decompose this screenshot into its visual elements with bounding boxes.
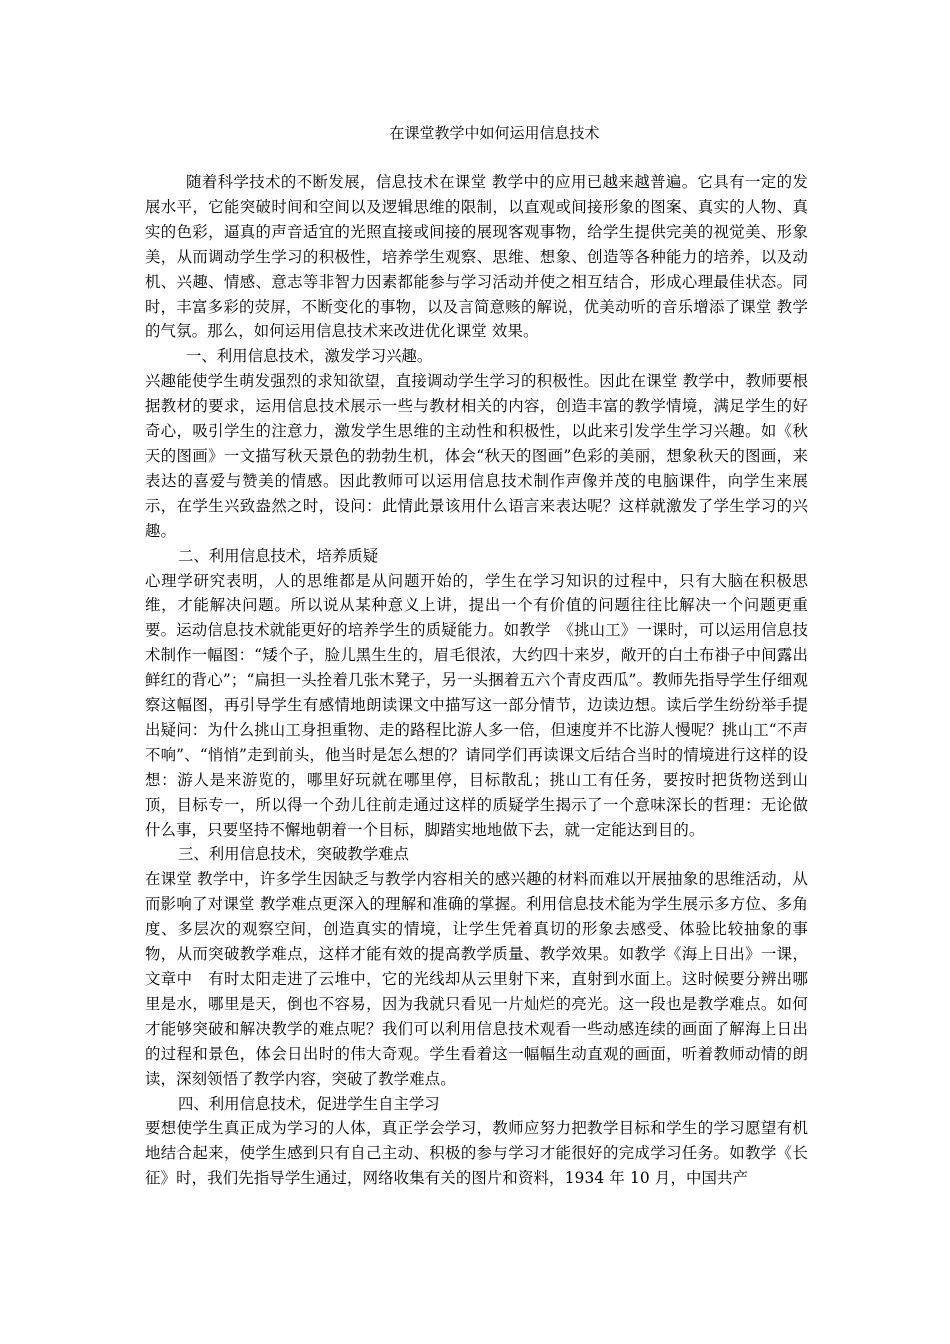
section-heading-4: 四、利用信息技术，促进学生自主学习 xyxy=(178,1094,440,1113)
intro-paragraph: 随着科学技术的不断发展，信息技术在课堂 教学中的应用已越来越普遍。它具有一定的发展水平，它能突破时间和空间以及逻辑思维的限制，以直观或间接形象的图案、真实的人物、真实的色彩，逼真的声音适宜的光照直接或间接的展现客观事物，给学生提供完美的视觉美、形象美，从而调动学生学习的积极性，培养学生观察、思维、想象、创造等各种能力的培养，以及动机、兴趣、情感、意志等非智力因素都能参与学习活动并使之相互结合，形成心理最佳状态。同时，丰富多彩的荧屏，不断变化的事物，以及言简意赅的解说，优美动听的音乐增添了课堂 教学的气氛。那么，如何运用信息技术来改进优化课堂 效果。 xyxy=(145,173,808,341)
section-body-2: 心理学研究表明，人的思维都是从问题开始的，学生在学习知识的过程中，只有大脑在积极思维，才能解决问题。所以说从某种意义上讲，提出一个有价值的问题往往比解决一个问题更重要。运动信息技术就能更好的培养学生的质疑能力。如教学 《挑山工》一课时，可以运用信息技术制作一幅图：“矮个子，脸儿黑生生的，眉毛很浓，大约四十来岁，敞开的白土布褂子中间露出鲜红的背心”；“扁担一头拴着几张木凳子，另一头捆着五六个青皮西瓜”。教师先指导学生仔细观察这幅图，再引导学生有感情地朗读课文中描写这一部分情节，边读边想。读后学生纷纷举手提出疑问：为什么挑山工身担重物、走的路程比游人多一倍，但速度并不比游人慢呢？挑山工“不声不响”、“悄悄”走到前头，他当时是怎么想的？请同学们再读课文后结合当时的情境进行这样的设想：游人是来游览的，哪里好玩就在哪里停，目标散乱；挑山工有任务，要按时把货物送到山顶，目标专一，所以得一个劲儿往前走通过这样的质疑学生揭示了一个意味深长的哲理：无论做什么事，只要坚持不懈地朝着一个目标，脚踏实地地做下去，就一定能达到目的。 xyxy=(145,571,808,839)
section-heading-1: 一、利用信息技术，激发学习兴趣。 xyxy=(186,347,433,366)
section-body-4: 要想使学生真正成为学习的人体，真正学会学习，教师应努力把教学目标和学生的学习愿望有机地结合起来，使学生感到只有自己主动、积极的参与学习才能很好的完成学习任务。如教学《长征》时，我们先指导学生通过，网络收集有关的图片和资料，1934 年 10 月，中国共产 xyxy=(145,1119,808,1188)
section-body-1: 兴趣能使学生萌发强烈的求知欲望，直接调动学生学习的积极性。因此在课堂 教学中，教师要根据教材的要求，运用信息技术展示一些与教材相关的内容，创造丰富的教学情境，满足学生的好奇心，吸引学生的注意力，激发学生思维的主动性和积极性，以此来引发学生学习兴趣。如《秋天的图画》一文描写秋天景色的勃勃生机，体会“秋天的图画”色彩的美丽，想象秋天的图画，来表达的喜爱与赞美的情感。因此教师可以运用信息技术制作声像并茂的电脑课件，向学生来展示，在学生兴致盎然之时，设问：此情此景该用什么语言来表达呢？这样就激发了学生学习的兴趣。 xyxy=(145,372,808,540)
document-title: 在课堂教学中如何运用信息技术 xyxy=(389,124,600,142)
section-body-3: 在课堂 教学中，许多学生因缺乏与教学内容相关的感兴趣的材料而难以开展抽象的思维活动，从而影响了对课堂 教学难点更深入的理解和准确的掌握。利用信息技术能为学生展示多方位、多角度、多层次的观察空间，创造真实的情境，让学生凭着真切的形象去感受、体验比较抽象的事物，从而突破教学难点，这样才能有效的提高教学质量、教学效果。如教学《海上日出》一课，文章中 有时太阳走进了云堆中，它的光线却从云里射下来，直射到水面上。这时候要分辨出哪里是水，哪里是天，倒也不容易，因为我就只看见一片灿烂的亮光。这一段也是教学难点。如何才能够突破和解决教学的难点呢？我们可以利用信息技术观看一些动感连续的画面了解海上日出的过程和景色，体会日出时的伟大奇观。学生看着这一幅幅生动直观的画面，听着教师动情的朗读，深刻领悟了教学内容，突破了教学难点。 xyxy=(145,870,808,1088)
section-heading-3: 三、利用信息技术，突破教学难点 xyxy=(178,845,409,864)
section-heading-2: 二、利用信息技术，培养质疑 xyxy=(178,546,379,565)
document-page xyxy=(145,122,808,1191)
